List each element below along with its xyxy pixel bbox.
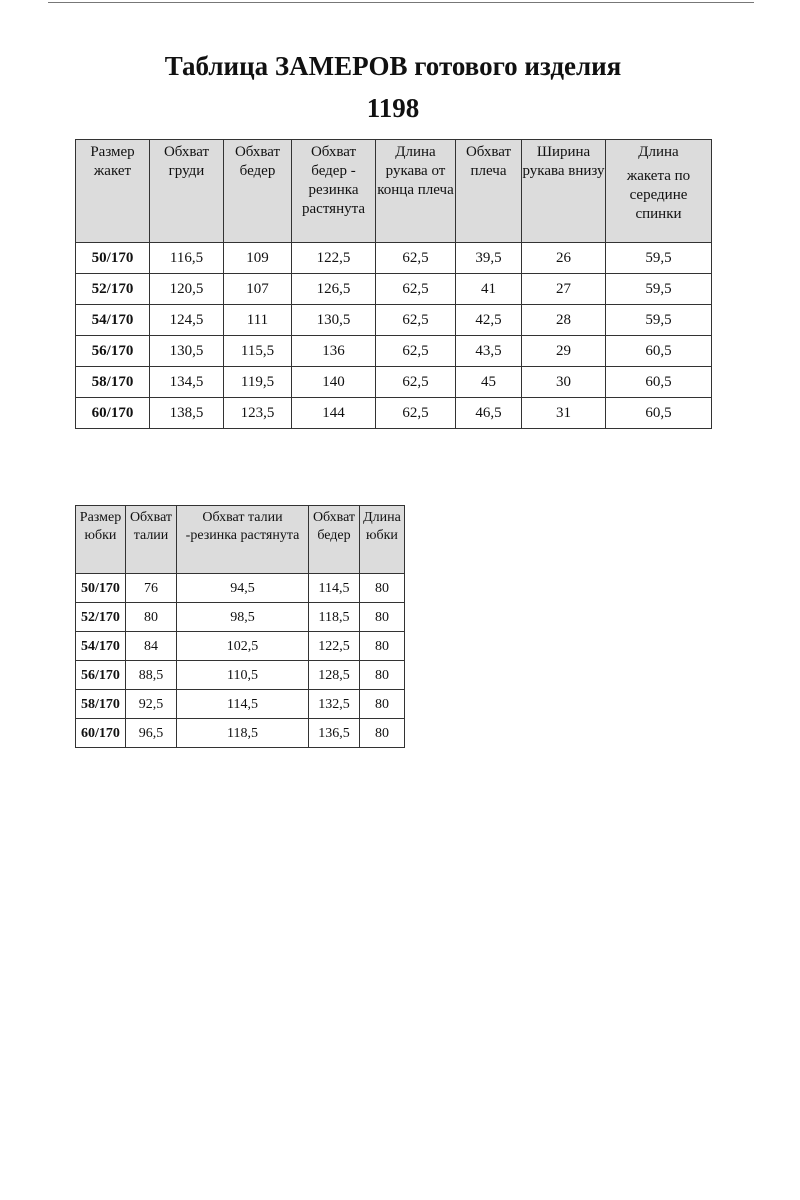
size-cell: 56/170 (76, 336, 150, 367)
table-cell: 80 (360, 603, 405, 632)
table-cell: 107 (224, 274, 292, 305)
table-cell: 30 (522, 367, 606, 398)
table-cell: 39,5 (456, 243, 522, 274)
table-cell: 42,5 (456, 305, 522, 336)
table-cell: 26 (522, 243, 606, 274)
table-cell: 43,5 (456, 336, 522, 367)
table-cell: 59,5 (606, 243, 712, 274)
table-cell: 136,5 (309, 719, 360, 748)
jacket-header-hips-stretched: Обхват бедер - резинка растянута (292, 140, 376, 243)
skirt-header-waist: Обхват талии (126, 506, 177, 574)
jacket-header-row (76, 140, 712, 243)
jacket-header-chest: Обхват груди (150, 140, 224, 243)
table-cell: 80 (360, 574, 405, 603)
table-cell: 62,5 (376, 398, 456, 429)
jacket-header-length-title: Длина (638, 144, 679, 160)
table-cell: 140 (292, 367, 376, 398)
table-cell: 88,5 (126, 661, 177, 690)
table-cell: 60,5 (606, 398, 712, 429)
table-cell: 80 (360, 719, 405, 748)
table-cell: 119,5 (224, 367, 292, 398)
table-cell: 28 (522, 305, 606, 336)
size-cell: 56/170 (76, 661, 126, 690)
size-cell: 54/170 (76, 305, 150, 336)
table-cell: 59,5 (606, 274, 712, 305)
table-cell: 62,5 (376, 305, 456, 336)
jacket-header-sleeve-length: Длина рукава от конца плеча (376, 140, 456, 243)
table-cell: 80 (360, 632, 405, 661)
table-cell: 98,5 (177, 603, 309, 632)
table-row (76, 243, 712, 274)
skirt-header-row (76, 506, 405, 574)
table-cell: 116,5 (150, 243, 224, 274)
skirt-measurements-table (75, 505, 405, 748)
table-cell: 60,5 (606, 336, 712, 367)
table-cell: 114,5 (177, 690, 309, 719)
jacket-header-shoulder: Обхват плеча (456, 140, 522, 243)
table-row (76, 336, 712, 367)
size-cell: 58/170 (76, 367, 150, 398)
table-cell: 123,5 (224, 398, 292, 429)
table-cell: 92,5 (126, 690, 177, 719)
table-row (76, 690, 405, 719)
page-title: Таблица ЗАМЕРОВ готового изделия (164, 51, 622, 81)
skirt-header-waist-stretched: Обхват талии -резинка растянута (177, 506, 309, 574)
table-cell: 29 (522, 336, 606, 367)
table-cell: 124,5 (150, 305, 224, 336)
table-cell: 62,5 (376, 243, 456, 274)
table-cell: 122,5 (292, 243, 376, 274)
table-cell: 46,5 (456, 398, 522, 429)
table-row (76, 632, 405, 661)
table-row (76, 661, 405, 690)
table-cell: 120,5 (150, 274, 224, 305)
table-cell: 126,5 (292, 274, 376, 305)
table-cell: 94,5 (177, 574, 309, 603)
size-cell: 52/170 (76, 274, 150, 305)
table-row (76, 719, 405, 748)
jacket-measurements-table (75, 139, 712, 429)
table-cell: 60,5 (606, 367, 712, 398)
table-cell: 118,5 (309, 603, 360, 632)
jacket-header-sleeve-width: Ширина рукава внизу (522, 140, 606, 243)
table-row (76, 398, 712, 429)
table-cell: 130,5 (292, 305, 376, 336)
skirt-header-hips: Обхват бедер (309, 506, 360, 574)
table-row (76, 274, 712, 305)
table-cell: 134,5 (150, 367, 224, 398)
table-cell: 59,5 (606, 305, 712, 336)
size-cell: 60/170 (76, 398, 150, 429)
table-cell: 136 (292, 336, 376, 367)
table-cell: 115,5 (224, 336, 292, 367)
table-cell: 41 (456, 274, 522, 305)
jacket-header-length-detail: жакета по середине спинки (626, 168, 691, 222)
table-cell: 62,5 (376, 274, 456, 305)
table-cell: 122,5 (309, 632, 360, 661)
table-cell: 80 (126, 603, 177, 632)
table-cell: 128,5 (309, 661, 360, 690)
table-cell: 110,5 (177, 661, 309, 690)
size-cell: 50/170 (76, 574, 126, 603)
table-cell: 118,5 (177, 719, 309, 748)
table-cell: 80 (360, 690, 405, 719)
table-cell: 76 (126, 574, 177, 603)
table-cell: 31 (522, 398, 606, 429)
table-row (76, 367, 712, 398)
table-cell: 138,5 (150, 398, 224, 429)
size-cell: 52/170 (76, 603, 126, 632)
size-cell: 60/170 (76, 719, 126, 748)
skirt-header-size: Размер юбки (76, 506, 126, 574)
table-cell: 111 (224, 305, 292, 336)
page-subtitle: 1198 (366, 93, 420, 123)
size-cell: 58/170 (76, 690, 126, 719)
table-cell: 144 (292, 398, 376, 429)
table-cell: 80 (360, 661, 405, 690)
jacket-header-length (606, 140, 712, 243)
table-cell: 27 (522, 274, 606, 305)
table-cell: 132,5 (309, 690, 360, 719)
jacket-header-size: Размер жакет (76, 140, 150, 243)
table-cell: 84 (126, 632, 177, 661)
skirt-header-length: Длина юбки (360, 506, 405, 574)
jacket-header-hips: Обхват бедер (224, 140, 292, 243)
table-cell: 109 (224, 243, 292, 274)
table-row (76, 305, 712, 336)
size-cell: 54/170 (76, 632, 126, 661)
table-cell: 96,5 (126, 719, 177, 748)
table-cell: 102,5 (177, 632, 309, 661)
table-row (76, 574, 405, 603)
table-cell: 45 (456, 367, 522, 398)
table-cell: 130,5 (150, 336, 224, 367)
table-row (76, 603, 405, 632)
top-divider (48, 2, 754, 3)
table-cell: 62,5 (376, 336, 456, 367)
size-cell: 50/170 (76, 243, 150, 274)
table-cell: 114,5 (309, 574, 360, 603)
table-cell: 62,5 (376, 367, 456, 398)
